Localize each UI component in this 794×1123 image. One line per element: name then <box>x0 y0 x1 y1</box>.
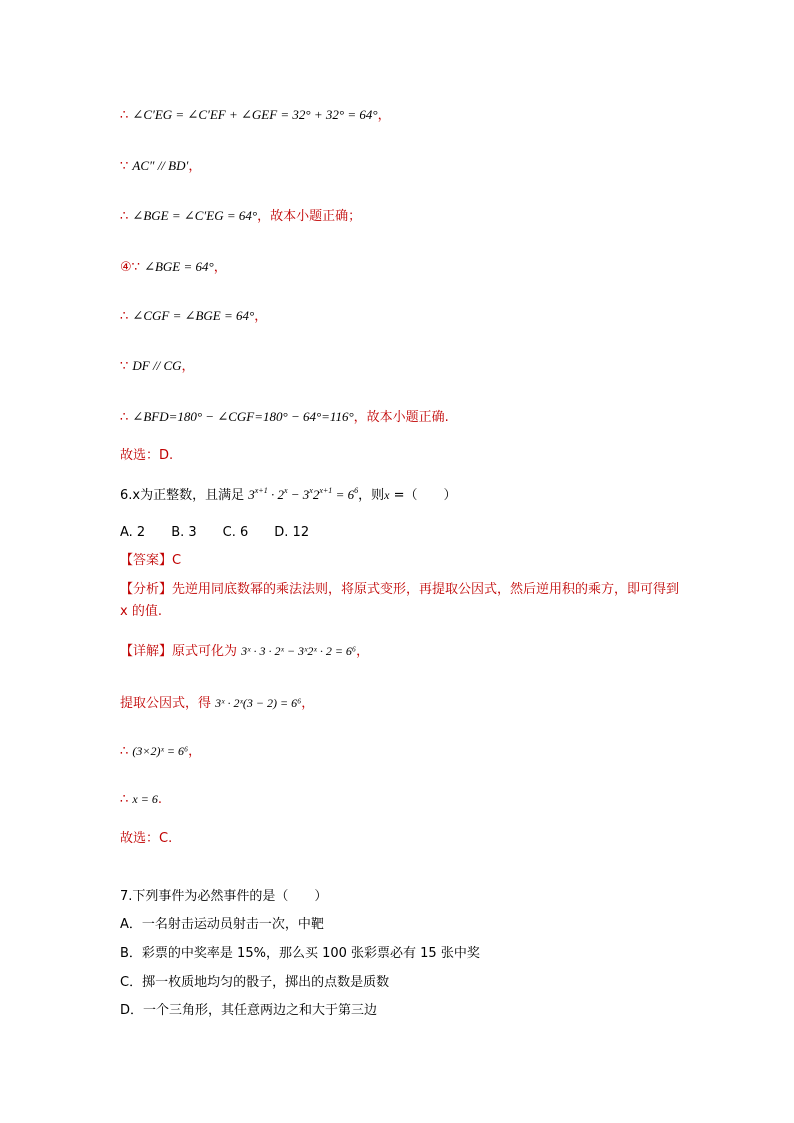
step3-equation: (3×2)ˣ = 6⁶ <box>132 744 189 758</box>
question-6-end: =（ ） <box>389 488 457 503</box>
question-6-conclusion: 故选：C. <box>120 831 173 846</box>
detail-equation: 3ˣ · 3 · 2ˣ − 3ˣ2ˣ · 2 = 6⁶ <box>241 644 357 658</box>
step-tail: ， <box>377 108 391 123</box>
question-6-variable: x <box>384 488 390 502</box>
because-symbol: ∵ <box>120 159 129 174</box>
question-6-prefix: 6.x为正整数，且满足 <box>120 488 245 503</box>
detail-text: 原式可化为 <box>172 644 238 659</box>
therefore-symbol: ∴ <box>120 108 129 123</box>
question-6-options: A. 2 B. 3 C. 6 D. 12 <box>120 525 310 540</box>
solution-step-7 <box>120 408 449 427</box>
angle-equation: ∠BFD=180° − ∠CGF=180° − 64°=116° <box>132 409 354 424</box>
step-tail: ， <box>254 309 268 324</box>
angle-equation: ∠BGE = 64° <box>144 259 214 274</box>
solution-step-1 <box>120 106 391 125</box>
step-tail: ，故本小题正确； <box>257 209 362 224</box>
therefore-symbol: ∴ <box>120 410 129 425</box>
step-tail: ，故本小题正确. <box>353 410 449 425</box>
answer-tag: 【答案】 <box>120 553 173 568</box>
solution-step-4 <box>120 258 227 277</box>
analysis-text: 先逆用同底数幂的乘法法则，将原式变形，再提取公因式，然后逆用积的乘方，即可得到 x 的值. <box>120 582 680 619</box>
detail-tail: ， <box>356 644 370 659</box>
angle-equation: ∠C′EG = ∠C′EF + ∠GEF = 32° + 32° = 64° <box>132 107 378 122</box>
step-tail: ， <box>188 159 202 174</box>
step4-equation: x = 6 <box>132 792 158 806</box>
therefore-symbol: ∴ <box>120 309 129 324</box>
step-tail: ， <box>181 359 195 374</box>
therefore-symbol: ∴ <box>120 744 129 759</box>
question-7-option-d: D．一个三角形，其任意两边之和大于第三边 <box>120 1003 378 1018</box>
therefore-symbol: ∴ <box>120 792 129 807</box>
question-7-option-c: C．掷一枚质地均匀的骰子，掷出的点数是质数 <box>120 975 390 990</box>
answer-line <box>120 552 181 570</box>
detail-tag: 【详解】 <box>120 644 173 659</box>
previous-conclusion: 故选：D. <box>120 448 174 463</box>
solution-step-2 <box>120 157 201 176</box>
question-7: 7.下列事件为必然事件的是（ ） <box>120 889 328 904</box>
step4-tail: . <box>157 792 162 807</box>
angle-equation: ∠BGE = ∠C′EG = 64° <box>132 208 258 223</box>
step2-equation: 3ˣ · 2ˣ(3 − 2) = 6⁶ <box>215 696 302 710</box>
answer-value: C <box>172 553 182 568</box>
question-7-option-a: A．一名射击运动员射击一次，中靶 <box>120 917 324 932</box>
step2-text: 提取公因式，得 <box>120 696 212 711</box>
detail-step-2 <box>120 694 314 713</box>
analysis-tag: 【分析】 <box>120 582 173 597</box>
solution-step-6 <box>120 357 195 376</box>
solution-step-5 <box>120 307 267 326</box>
because-symbol: ∵ <box>120 359 129 374</box>
angle-equation: ∠CGF = ∠BGE = 64° <box>132 308 255 323</box>
question-7-option-b: B．彩票的中奖率是 15%，那么买 100 张彩票必有 15 张中奖 <box>120 946 480 961</box>
analysis-paragraph <box>120 579 680 623</box>
detail-step-3 <box>120 742 201 761</box>
step3-tail: ， <box>188 744 202 759</box>
therefore-symbol: ∴ <box>120 209 129 224</box>
item-four-because: ④∵ <box>120 260 140 275</box>
step2-tail: ， <box>301 696 315 711</box>
question-6 <box>120 486 456 505</box>
step-tail: ， <box>213 260 227 275</box>
question-6-suffix: ，则 <box>358 488 385 503</box>
detail-step-4 <box>120 790 162 809</box>
solution-step-3 <box>120 207 361 226</box>
detail-line <box>120 642 369 661</box>
parallel-statement: AC″ // BD′ <box>132 158 189 173</box>
parallel-statement: DF // CG <box>132 358 182 373</box>
question-6-equation: $3^{x+1} \cdot 2^x - 3^x2^{x+1} = 6^6$ <box>248 486 359 502</box>
